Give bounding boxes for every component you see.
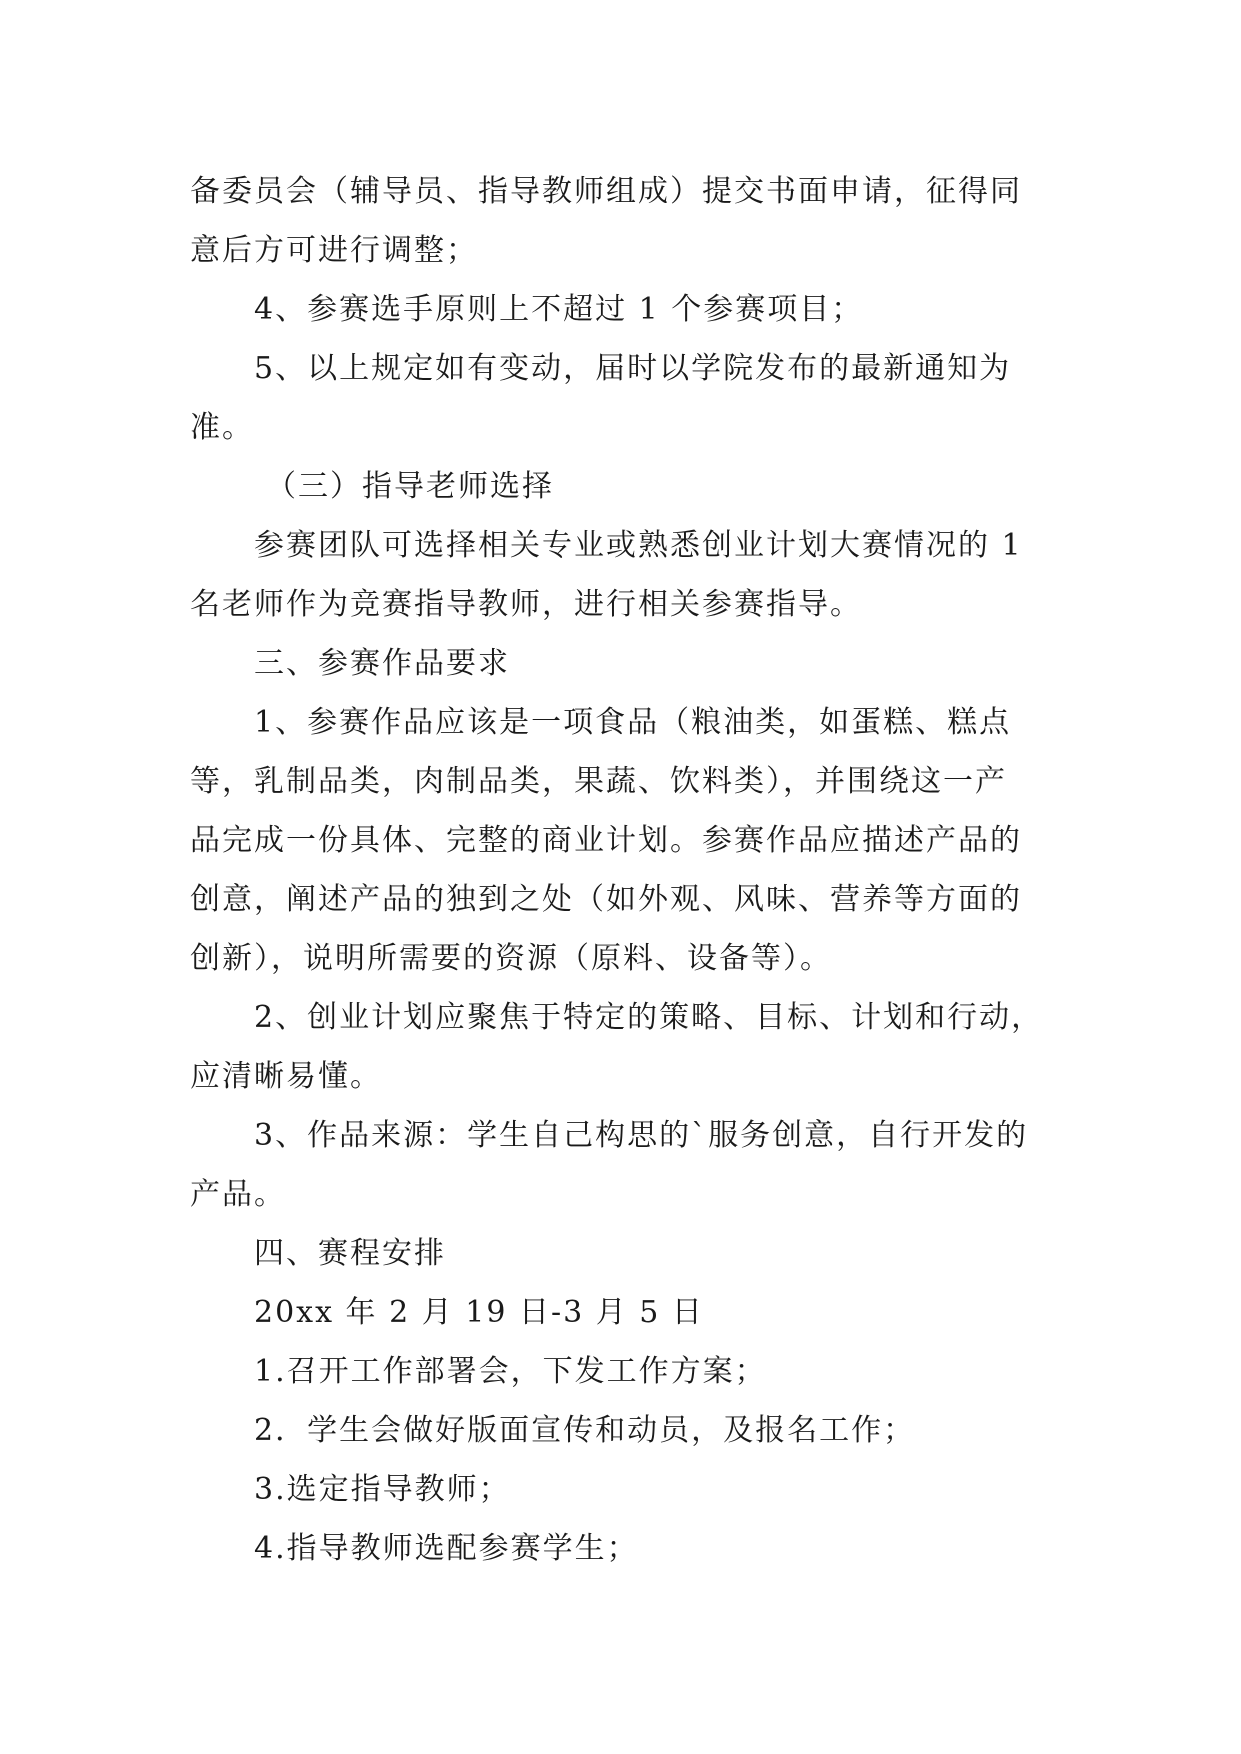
paragraph-line: 2、创业计划应聚焦于特定的策略、目标、计划和行动，	[254, 1000, 1044, 1035]
document-body	[190, 162, 1050, 1578]
list-item: 4.指导教师选配参赛学生；	[254, 1531, 639, 1566]
paragraph-line: 创新），说明所需要的资源（原料、设备等）。	[190, 941, 832, 976]
paragraph-line: 1、参赛作品应该是一项食品（粮油类，如蛋糕、糕点	[254, 705, 1012, 740]
paragraph-line: 备委员会（辅导员、指导教师组成）提交书面申请，征得同	[190, 174, 1022, 209]
paragraph-line: 意后方可进行调整；	[190, 233, 478, 268]
list-item: 2．学生会做好版面宣传和动员，及报名工作；	[254, 1413, 916, 1448]
section-heading: （三）指导老师选择	[266, 469, 554, 504]
paragraph-line: 名老师作为竞赛指导教师，进行相关参赛指导。	[190, 587, 862, 622]
paragraph-line: 产品。	[190, 1177, 286, 1212]
paragraph-line: 应清晰易懂。	[190, 1059, 382, 1094]
paragraph-line: 3、作品来源：学生自己构思的`服务创意，自行开发的	[254, 1118, 1029, 1153]
paragraph-line: 参赛团队可选择相关专业或熟悉创业计划大赛情况的 1	[254, 528, 1023, 563]
date-range-line: 20xx 年 2 月 19 日-3 月 5 日	[254, 1295, 704, 1330]
list-item: 3.选定指导教师；	[254, 1472, 511, 1507]
section-heading: 三、参赛作品要求	[254, 646, 510, 681]
paragraph-line: 品完成一份具体、完整的商业计划。参赛作品应描述产品的	[190, 823, 1022, 858]
paragraph-line: 等，乳制品类，肉制品类，果蔬、饮料类），并围绕这一产	[190, 764, 1007, 799]
list-item: 1.召开工作部署会，下发工作方案；	[254, 1354, 767, 1389]
paragraph-line: 5、以上规定如有变动，届时以学院发布的最新通知为	[254, 351, 1012, 386]
paragraph-line: 准。	[190, 410, 254, 445]
paragraph-line: 4、参赛选手原则上不超过 1 个参赛项目；	[254, 292, 864, 327]
paragraph-line: 创意，阐述产品的独到之处（如外观、风味、营养等方面的	[190, 882, 1022, 917]
section-heading: 四、赛程安排	[254, 1236, 446, 1271]
